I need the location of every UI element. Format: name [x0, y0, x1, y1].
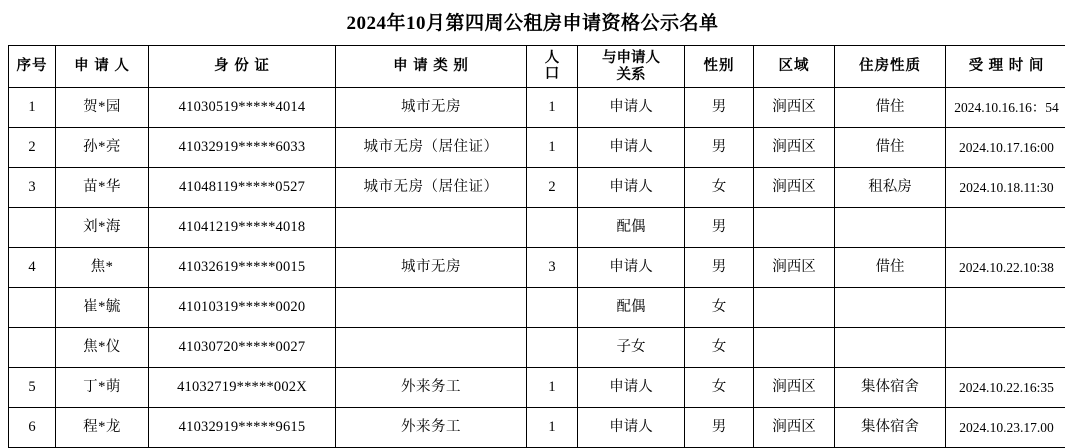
- cell-accept-time: 2024.10.18.11:30: [946, 168, 1065, 208]
- cell-gender: 男: [685, 128, 754, 168]
- cell-id-card: 41041219*****4018: [149, 208, 336, 248]
- cell-area: 涧西区: [754, 128, 835, 168]
- cell-id-card: 41032919*****6033: [149, 128, 336, 168]
- cell-population: 1: [527, 88, 578, 128]
- cell-seq: 5: [9, 368, 56, 408]
- cell-population: [527, 328, 578, 368]
- cell-seq: [9, 328, 56, 368]
- cell-area: 涧西区: [754, 88, 835, 128]
- table-row: [9, 368, 1065, 408]
- column-header-population: [527, 46, 578, 88]
- table-header: [9, 46, 1065, 88]
- cell-relation: 申请人: [578, 88, 685, 128]
- cell-applicant: 焦*仪: [56, 328, 149, 368]
- cell-seq: 1: [9, 88, 56, 128]
- cell-applicant: 刘*海: [56, 208, 149, 248]
- cell-accept-time: 2024.10.22.10:38: [946, 248, 1065, 288]
- cell-relation: 配偶: [578, 208, 685, 248]
- column-header-population-line2: 口: [527, 67, 577, 82]
- column-header-seq: 序号: [9, 46, 56, 88]
- cell-area: [754, 328, 835, 368]
- column-header-area: 区域: [754, 46, 835, 88]
- cell-accept-time: 2024.10.17.16:00: [946, 128, 1065, 168]
- cell-accept-time: 2024.10.22.16:35: [946, 368, 1065, 408]
- cell-house-nature: [835, 288, 946, 328]
- column-header-relation-line1: 与申请人: [578, 50, 684, 66]
- column-header-apply-type: 申 请 类 别: [336, 46, 527, 88]
- table-row: [9, 248, 1065, 288]
- cell-gender: 男: [685, 208, 754, 248]
- cell-accept-time: 2024.10.16.16：54: [946, 88, 1065, 128]
- cell-apply-type: [336, 208, 527, 248]
- cell-population: [527, 288, 578, 328]
- cell-accept-time: [946, 208, 1065, 248]
- table-row: [9, 88, 1065, 128]
- cell-relation: 申请人: [578, 248, 685, 288]
- cell-house-nature: 借住: [835, 88, 946, 128]
- cell-relation: 申请人: [578, 408, 685, 448]
- cell-population: [527, 208, 578, 248]
- cell-house-nature: 集体宿舍: [835, 408, 946, 448]
- cell-applicant: 崔*毓: [56, 288, 149, 328]
- cell-apply-type: 城市无房（居住证）: [336, 128, 527, 168]
- cell-applicant: 焦*: [56, 248, 149, 288]
- column-header-population-line1: 人: [527, 51, 577, 66]
- cell-id-card: 41032919*****9615: [149, 408, 336, 448]
- cell-gender: 女: [685, 168, 754, 208]
- table-row: [9, 328, 1065, 368]
- cell-applicant: 苗*华: [56, 168, 149, 208]
- cell-gender: 男: [685, 88, 754, 128]
- cell-area: [754, 208, 835, 248]
- cell-seq: 2: [9, 128, 56, 168]
- cell-house-nature: 借住: [835, 248, 946, 288]
- cell-gender: 女: [685, 288, 754, 328]
- table-row: [9, 168, 1065, 208]
- cell-applicant: 孙*亮: [56, 128, 149, 168]
- column-header-accept-time: 受 理 时 间: [946, 46, 1065, 88]
- column-header-relation: [578, 46, 685, 88]
- table-row: [9, 128, 1065, 168]
- cell-id-card: 41030720*****0027: [149, 328, 336, 368]
- cell-relation: 配偶: [578, 288, 685, 328]
- cell-relation: 申请人: [578, 168, 685, 208]
- cell-id-card: 41032719*****002X: [149, 368, 336, 408]
- applicants-table: [8, 45, 1065, 448]
- cell-relation: 申请人: [578, 368, 685, 408]
- cell-id-card: 41010319*****0020: [149, 288, 336, 328]
- cell-apply-type: 城市无房（居住证）: [336, 168, 527, 208]
- cell-seq: 6: [9, 408, 56, 448]
- cell-seq: [9, 288, 56, 328]
- cell-population: 2: [527, 168, 578, 208]
- cell-id-card: 41048119*****0527: [149, 168, 336, 208]
- cell-apply-type: 城市无房: [336, 248, 527, 288]
- cell-area: 涧西区: [754, 408, 835, 448]
- table-container: [0, 45, 1065, 448]
- cell-accept-time: [946, 328, 1065, 368]
- cell-gender: 男: [685, 248, 754, 288]
- cell-seq: [9, 208, 56, 248]
- cell-apply-type: [336, 288, 527, 328]
- column-header-id-card: 身 份 证: [149, 46, 336, 88]
- page-title: 2024年10月第四周公租房申请资格公示名单: [0, 0, 1065, 45]
- cell-id-card: 41032619*****0015: [149, 248, 336, 288]
- cell-applicant: 程*龙: [56, 408, 149, 448]
- cell-accept-time: 2024.10.23.17.00: [946, 408, 1065, 448]
- column-header-applicant: 申 请 人: [56, 46, 149, 88]
- cell-id-card: 41030519*****4014: [149, 88, 336, 128]
- cell-gender: 女: [685, 328, 754, 368]
- column-header-relation-line2: 关系: [578, 67, 684, 83]
- cell-population: 1: [527, 128, 578, 168]
- cell-house-nature: 集体宿舍: [835, 368, 946, 408]
- cell-area: 涧西区: [754, 368, 835, 408]
- cell-population: 1: [527, 368, 578, 408]
- cell-apply-type: [336, 328, 527, 368]
- cell-relation: 子女: [578, 328, 685, 368]
- cell-apply-type: 城市无房: [336, 88, 527, 128]
- table-body: [9, 88, 1065, 448]
- cell-area: [754, 288, 835, 328]
- cell-house-nature: [835, 208, 946, 248]
- cell-house-nature: [835, 328, 946, 368]
- cell-applicant: 贺*园: [56, 88, 149, 128]
- cell-area: 涧西区: [754, 248, 835, 288]
- cell-seq: 3: [9, 168, 56, 208]
- cell-gender: 男: [685, 408, 754, 448]
- cell-accept-time: [946, 288, 1065, 328]
- table-header-row: [9, 46, 1065, 88]
- cell-house-nature: 借住: [835, 128, 946, 168]
- table-row: [9, 408, 1065, 448]
- cell-gender: 女: [685, 368, 754, 408]
- table-row: [9, 208, 1065, 248]
- cell-applicant: 丁*萌: [56, 368, 149, 408]
- cell-house-nature: 租私房: [835, 168, 946, 208]
- cell-area: 涧西区: [754, 168, 835, 208]
- cell-apply-type: 外来务工: [336, 368, 527, 408]
- column-header-house-nature: 住房性质: [835, 46, 946, 88]
- table-row: [9, 288, 1065, 328]
- cell-population: 1: [527, 408, 578, 448]
- cell-seq: 4: [9, 248, 56, 288]
- cell-relation: 申请人: [578, 128, 685, 168]
- cell-apply-type: 外来务工: [336, 408, 527, 448]
- cell-population: 3: [527, 248, 578, 288]
- column-header-gender: 性别: [685, 46, 754, 88]
